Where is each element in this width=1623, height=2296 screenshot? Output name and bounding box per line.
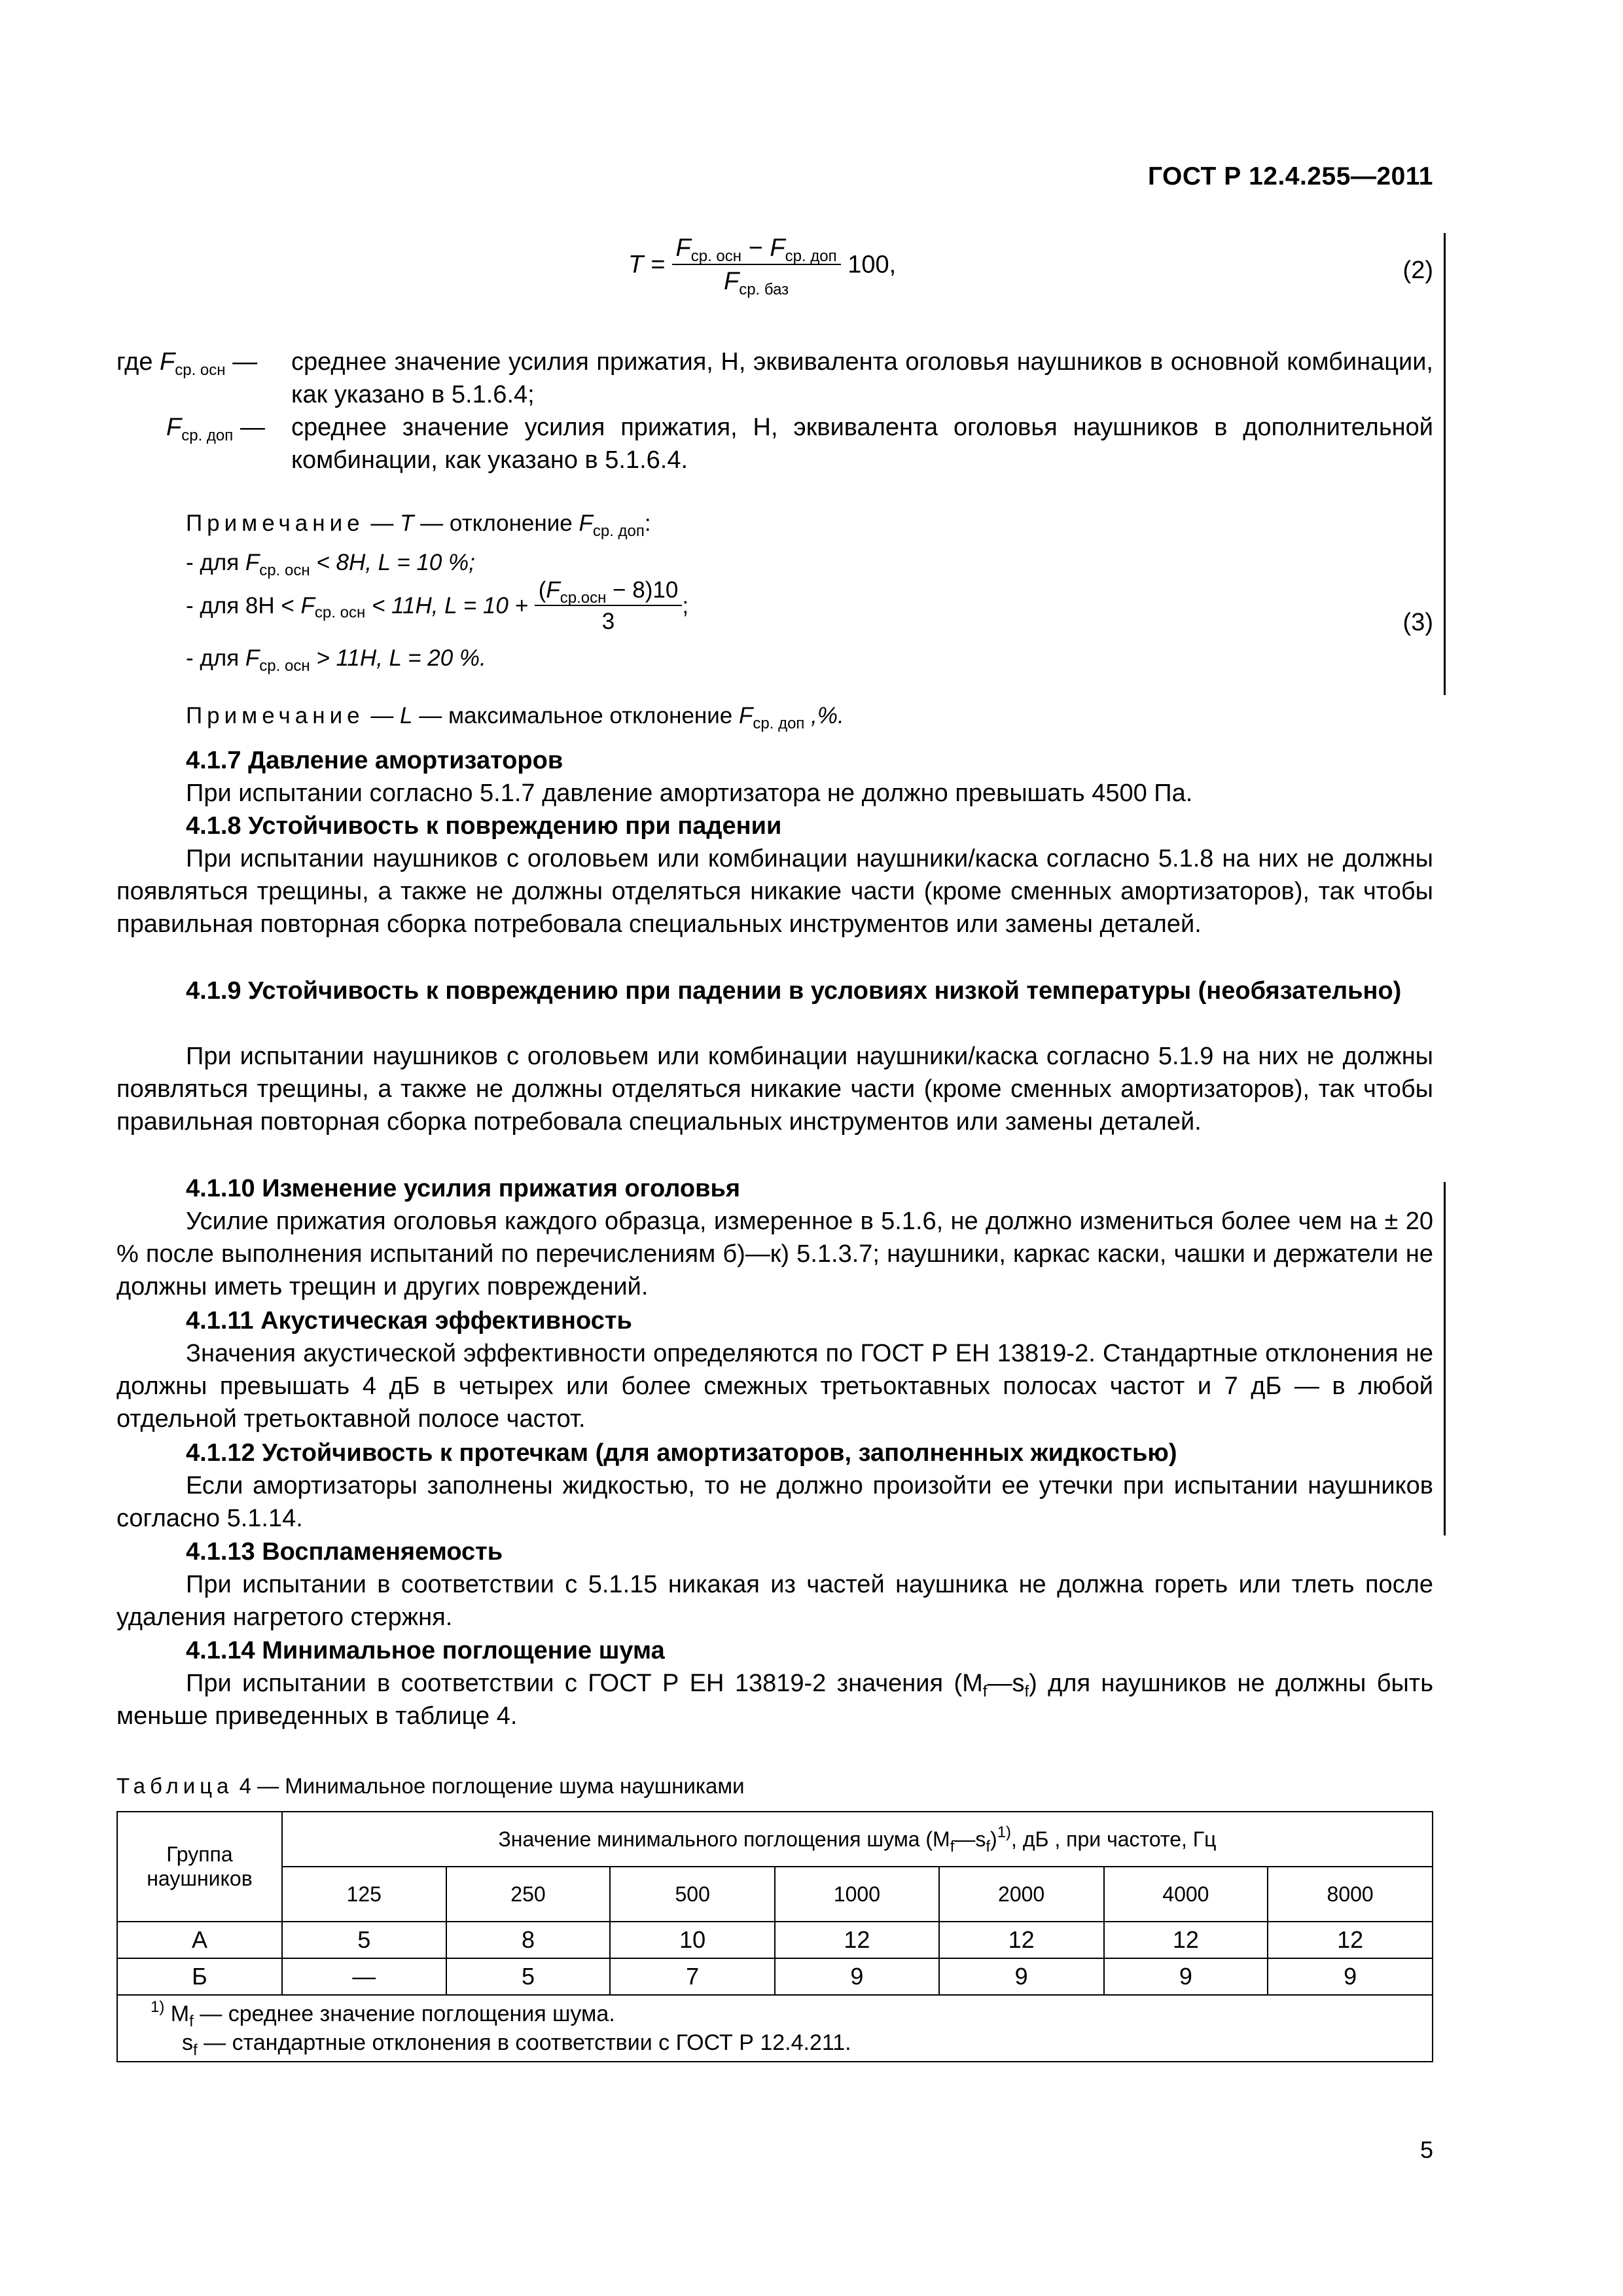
frequency-cell: 4000 — [1104, 1867, 1268, 1922]
group-cell: А — [117, 1922, 282, 1958]
table-caption: Таблица 4 — Минимальное поглощение шума наушниками — [116, 1774, 745, 1798]
footnote-1: $^{1)}$ $M_f$ — среднее значение поглощения шума. — [151, 1998, 615, 2030]
formula-2-number: (2) — [1402, 257, 1433, 284]
value-header-cell: Значение минимального поглощения шума $(M_f—s_f)^{1)}$, дБ , при частоте, Гц — [282, 1812, 1433, 1867]
condition-3: - для $F_{ср. осн} > 11H$, L = 20 %. — [186, 645, 486, 675]
section-4-1-8-title: 4.1.8 Устойчивость к повреждению при падении — [186, 812, 782, 840]
formula-denominator: $F_{ср. баз}$ — [723, 268, 789, 298]
value-cell: 12 — [939, 1922, 1104, 1958]
frequency-header-row — [117, 1867, 1433, 1922]
section-4-1-11-title: 4.1.11 Акустическая эффективность — [186, 1307, 632, 1335]
table-row — [117, 1922, 1433, 1958]
value-cell: 9 — [1268, 1958, 1433, 1995]
change-bar-1 — [1444, 233, 1446, 695]
note-1: Примечание — T — отклонение $F_{ср. доп}$: — [186, 511, 651, 540]
formula-tail: 100, — [847, 251, 897, 279]
section-4-1-12-title: 4.1.12 Устойчивость к протечкам (для амортизаторов, заполненных жидкостью) — [186, 1439, 1177, 1467]
value-cell: 12 — [1268, 1922, 1433, 1958]
value-cell: 10 — [610, 1922, 775, 1958]
section-4-1-13-title: 4.1.13 Воспламеняемость — [186, 1538, 503, 1566]
formula-lhs: T = — [628, 251, 665, 279]
change-bar-2 — [1444, 1182, 1446, 1535]
value-cell: 9 — [939, 1958, 1104, 1995]
section-4-1-7-title: 4.1.7 Давление амортизаторов — [186, 747, 563, 774]
value-cell: 5 — [282, 1922, 446, 1958]
note-2: Примечание — L — максимальное отклонение $F_{ср. доп}$ ,%. — [186, 703, 844, 732]
page-number: 5 — [1419, 2136, 1433, 2163]
section-4-1-14-title: 4.1.14 Минимальное поглощение шума — [186, 1637, 665, 1664]
condition-2-fraction: $\frac{(F_{ср.осн} - 8)10}{3}$ — [535, 577, 683, 635]
formula-fraction — [672, 234, 841, 296]
table-4 — [116, 1811, 1433, 2062]
value-cell: — — [282, 1958, 446, 1995]
section-4-1-14-body: При испытании в соответствии с ГОСТ Р ЕН 13819-2 значения $(M_f—s_f)$ для наушников не должны быть меньше приведенных в таблице 4. — [116, 1670, 1434, 1730]
condition-2: - для $8H < F_{ср. осн} < 11H$, L = 10 + $\frac{(F_{ср.осн} - 8)10}{3}$ ; — [186, 577, 689, 634]
group-header-cell: Группа наушников — [117, 1812, 282, 1922]
value-cell: 7 — [610, 1958, 775, 1995]
section-4-1-9-body: При испытании наушников с оголовьем или комбинации наушники/каска согласно 5.1.9 на них не должны появляться трещины, а также не должны отделяться никакие части (кроме сменных амортизаторов), так чтобы правильная повторная сборка потребовала специальных инструментов или замены деталей. — [116, 1043, 1433, 1136]
formula-2 — [628, 234, 896, 296]
footnote-2: $s_f$ — стандартные отклонения в соответствии с ГОСТ Р 12.4.211. — [182, 2030, 851, 2059]
section-4-1-12-body: Если амортизаторы заполнены жидкостью, то не должно произойти ее утечки при испытании наушников согласно 5.1.14. — [116, 1472, 1433, 1532]
value-cell: 12 — [1104, 1922, 1268, 1958]
table-header-row-1 — [117, 1812, 1433, 1867]
value-cell: 5 — [446, 1958, 611, 1995]
frequency-cell: 8000 — [1268, 1867, 1433, 1922]
formula-numerator: $F_{ср. осн} - F_{ср. доп}$ — [672, 234, 841, 265]
section-4-1-11-body: Значения акустической эффективности определяются по ГОСТ Р ЕН 13819-2. Стандартные отклонения не должны превышать 4 дБ в четырех или более смежных третьоктавных полосах частот и 7 дБ — в любой отдельной третьоктавной полосе частот. — [116, 1340, 1433, 1433]
group-cell: Б — [117, 1958, 282, 1995]
frequency-cell: 1000 — [775, 1867, 939, 1922]
value-cell: 9 — [775, 1958, 939, 1995]
section-4-1-8-body: При испытании наушников с оголовьем или комбинации наушники/каска согласно 5.1.8 на них не должны появляться трещины, а также не должны отделяться никакие части (кроме сменных амортизаторов), так чтобы правильная повторная сборка потребовала специальных инструментов или замены деталей. — [116, 845, 1433, 938]
section-4-1-9-title: 4.1.9 Устойчивость к повреждению при падении в условиях низкой температуры (необязательно) — [186, 977, 1402, 1005]
frequency-cell: 125 — [282, 1867, 446, 1922]
formula-3-number: (3) — [1402, 609, 1433, 636]
table-row — [117, 1958, 1433, 1995]
section-4-1-10-body: Усилие прижатия оголовья каждого образца, измеренное в 5.1.6, не должно измениться более чем на ± 20 % после выполнения испытаний по перечислениям б)—к) 5.1.3.7; наушники, каркас каски, чашки и держатели не должны иметь трещин и других повреждений. — [116, 1208, 1433, 1300]
section-4-1-10-title: 4.1.10 Изменение усилия прижатия оголовья — [186, 1175, 741, 1202]
value-cell: 8 — [446, 1922, 611, 1958]
frequency-cell: 250 — [446, 1867, 611, 1922]
document-page: ГОСТ Р 12.4.255—2011 T = $\frac{F_{ср. осн} - F_{ср. доп}}{F_{ср. баз}}$ 100, (2) где $F_{ср. осн}$ — среднее значение усилия прижатия, Н, эквивалента оголовья наушников в основной комбинации, как указано в 5.1.6.4; $F_{ср. доп}$ — среднее значение усилия прижатия, Н, эквивалента оголовья наушников в дополнительной комбинации, как указано в 5.1.6.4. Примечание — T — отклонение $F_{ср. доп}$: - для $F_{ср. осн} < 8H$, L = 10 %; - для $8H < F_{ср. осн} < 11H$, L = 10 + $\frac{(F_{ср.осн} - 8)10}{3}$ ; (3) - для $F_{ср. осн} > 11H$, L = 20 %. Примечание — L — максимальное отклонение $F_{ср. доп}$ ,%. 4.1.7 Давление амортизаторов При испытании согласно 5.1.7 давление амортизатора не должно превышать 4500 Па. 4.1.8 Устойчивость к повреждению при падении При испытании наушников с оголовьем или комбинации наушники/каска согласно 5.1.8 на них не должны появляться трещины, а также не должны отделяться никакие части (кроме сменных амортизаторов), так чтобы правильная повторная сборка потребовала специальных инструментов или замены деталей. 4.1.9 Устойчивость к повреждению при падении в условиях низкой температуры (необязательно) При испытании наушников с оголовьем или комбинации наушники/каска согласно 5.1.9 на них не должны появляться трещины, а также не должны отделяться никакие части (кроме сменных амортизаторов), так чтобы правильная повторная сборка потребовала специальных инструментов или замены деталей. 4.1.10 Изменение усилия прижатия оголовья Усилие прижатия оголовья каждого образца, измеренное в 5.1.6, не должно измениться более чем на ± 20 % после выполнения испытаний по перечислениям б)—к) 5.1.3.7; наушники, каркас каски, чашки и держатели не должны иметь трещин и других повреждений. 4.1.11 Акустическая эффективность Значения акустической эффективности определяются по ГОСТ Р ЕН 13819-2. Стандартные отклонения не должны превышать 4 дБ в четырех или более смежных третьоктавных полосах частот и 7 дБ — в любой отдельной третьоктавной полосе частот. 4.1.12 Устойчивость к протечкам (для амортизаторов, заполненных жидкостью) Если амортизаторы заполнены жидкостью, то не должно произойти ее утечки при испытании наушников согласно 5.1.14. 4.1.13 Воспламеняемость При испытании в соответствии с 5.1.15 никакая из частей наушника не должна гореть или тлеть после удаления нагретого стержня. 4.1.14 Минимальное поглощение шума При испытании в соответствии с ГОСТ Р ЕН 13819-2 значения $(M_f—s_f)$ для наушников не должны быть меньше приведенных в таблице 4. Таблица 4 — Минимальное поглощение шума наушниками Группа наушников Значение минимального поглощения шума $(M_f—s_f)^{1)}$, дБ , при частоте, Гц 125 250 500 1000 2000 4000 8000 А 5 8 10 12 12 12 12 Б — 5 7 9 9 9 9 $^{1)}$ $M_f$ — среднее значение поглощения шума. $s_f$ — стандартные отклонения в соответствии с ГОСТ Р 12.4.211. 5 — [116, 0, 1433, 2296]
section-4-1-13-body: При испытании в соответствии с 5.1.15 никакая из частей наушника не должна гореть или тлеть после удаления нагретого стержня. — [116, 1571, 1433, 1631]
section-4-1-7-body: При испытании согласно 5.1.7 давление амортизатора не должно превышать 4500 Па. — [186, 780, 1193, 807]
frequency-cell: 500 — [610, 1867, 775, 1922]
condition-1: - для $F_{ср. осн} < 8H$, L = 10 %; — [186, 550, 475, 579]
frequency-cell: 2000 — [939, 1867, 1104, 1922]
table-footnote-row — [117, 1995, 1433, 2062]
table-footnote-cell — [117, 1995, 1433, 2062]
value-cell: 9 — [1104, 1958, 1268, 1995]
value-cell: 12 — [775, 1922, 939, 1958]
document-code-header: ГОСТ Р 12.4.255—2011 — [1147, 162, 1433, 190]
